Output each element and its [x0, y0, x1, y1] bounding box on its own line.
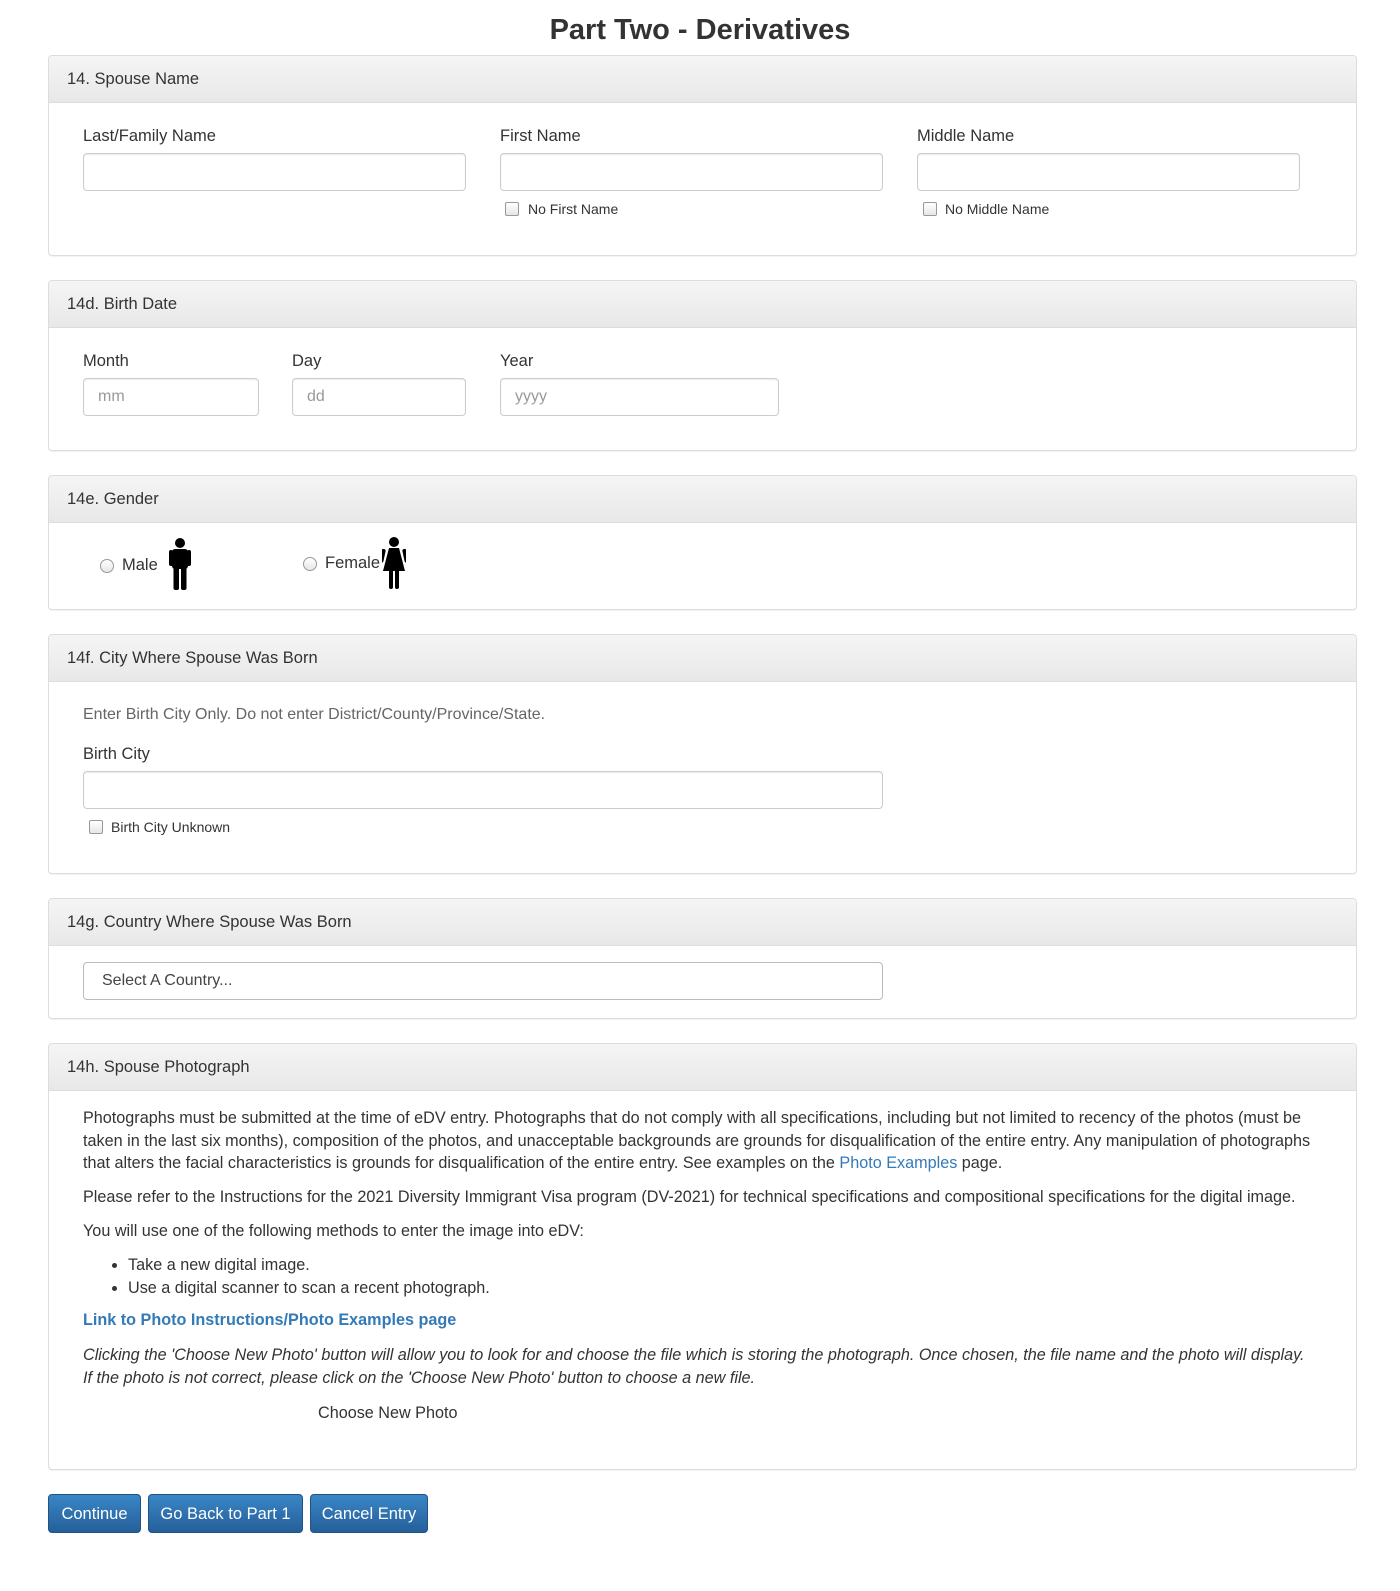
photo-instructions-link[interactable]: Link to Photo Instructions/Photo Examples page	[83, 1311, 457, 1329]
male-person-icon	[169, 538, 191, 590]
gender-panel	[48, 475, 1357, 610]
no-middle-name-label: No Middle Name	[945, 201, 1050, 217]
choose-photo-note: Clicking the 'Choose New Photo' button will allow you to look for and choose the file which is storing the photograph. Once chosen, the file name and the photo will display. If the photo is not correct, please click on the 'Choose New Photo' button to choose a new file.	[83, 1346, 1305, 1387]
year-input[interactable]	[500, 378, 779, 416]
list-item: • Take a new digital image.	[128, 1254, 490, 1277]
gender-heading: 14e. Gender	[49, 476, 1356, 523]
day-label: Day	[292, 352, 322, 370]
birth-city-heading: 14f. City Where Spouse Was Born	[49, 635, 1356, 682]
birth-city-unknown-checkbox[interactable]	[89, 820, 103, 834]
list-item: • Use a digital scanner to scan a recent photograph.	[128, 1277, 490, 1300]
no-middle-name-checkbox[interactable]	[923, 202, 937, 216]
country-select[interactable]: Select A Country...	[83, 962, 883, 1000]
birth-city-hint: Enter Birth City Only. Do not enter District/County/Province/State.	[83, 706, 546, 723]
female-label: Female	[325, 554, 381, 572]
cancel-entry-button[interactable]: Cancel Entry	[310, 1494, 428, 1533]
no-first-name-checkbox[interactable]	[505, 202, 519, 216]
no-first-name-label: No First Name	[528, 201, 619, 217]
first-name-label: First Name	[500, 127, 581, 145]
last-name-label: Last/Family Name	[83, 127, 216, 145]
continue-button[interactable]: Continue	[48, 1494, 141, 1533]
birth-date-panel	[48, 280, 1357, 451]
birth-country-heading: 14g. Country Where Spouse Was Born	[49, 899, 1356, 946]
first-name-input[interactable]	[500, 153, 883, 191]
photo-examples-link[interactable]: Photo Examples	[839, 1154, 958, 1172]
choose-new-photo-button[interactable]: Choose New Photo	[318, 1404, 458, 1422]
month-label: Month	[83, 352, 129, 370]
middle-name-input[interactable]	[917, 153, 1300, 191]
female-radio[interactable]	[303, 557, 317, 571]
birth-city-unknown-label: Birth City Unknown	[111, 819, 231, 835]
month-input[interactable]	[83, 378, 259, 416]
day-input[interactable]	[292, 378, 466, 416]
methods-intro: You will use one of the following methods to enter the image into eDV:	[83, 1222, 584, 1240]
birth-city-panel	[48, 634, 1357, 874]
year-label: Year	[500, 352, 534, 370]
middle-name-label: Middle Name	[917, 127, 1015, 145]
spouse-name-panel	[48, 55, 1357, 256]
photograph-heading: 14h. Spouse Photograph	[49, 1044, 1356, 1091]
male-radio[interactable]	[100, 559, 114, 573]
photo-requirements-paragraph	[83, 1107, 1313, 1175]
birth-country-panel	[48, 898, 1357, 1019]
male-label: Male	[122, 556, 158, 574]
spouse-name-heading: 14. Spouse Name	[49, 56, 1356, 103]
page-title: Part Two - Derivatives	[549, 14, 851, 46]
birth-city-label: Birth City	[83, 745, 150, 763]
last-name-input[interactable]	[83, 153, 466, 191]
photo-requirements-text: Photographs must be submitted at the time of eDV entry. Photographs that do not comply with all specifications, including but not limited to recency of the photos (must be taken in the last six months), composition of the photos, and unacceptable backgrounds are grounds for disqualification of the entire entry. Any manipulation of photographs that alters the facial characteristics is grounds for disqualification of the entire entry. See examples on the	[83, 1109, 1311, 1172]
methods-list	[83, 1254, 490, 1299]
photograph-panel	[48, 1043, 1357, 1470]
female-person-icon	[382, 537, 406, 589]
birth-date-heading: 14d. Birth Date	[49, 281, 1356, 328]
birth-city-input[interactable]	[83, 771, 883, 809]
photo-requirements-end: page.	[957, 1154, 1003, 1172]
instructions-paragraph: Please refer to the Instructions for the 2021 Diversity Immigrant Visa program (DV-2021) for technical specifications and compositional specifications for the digital image.	[83, 1188, 1296, 1206]
go-back-button[interactable]: Go Back to Part 1	[148, 1494, 303, 1533]
